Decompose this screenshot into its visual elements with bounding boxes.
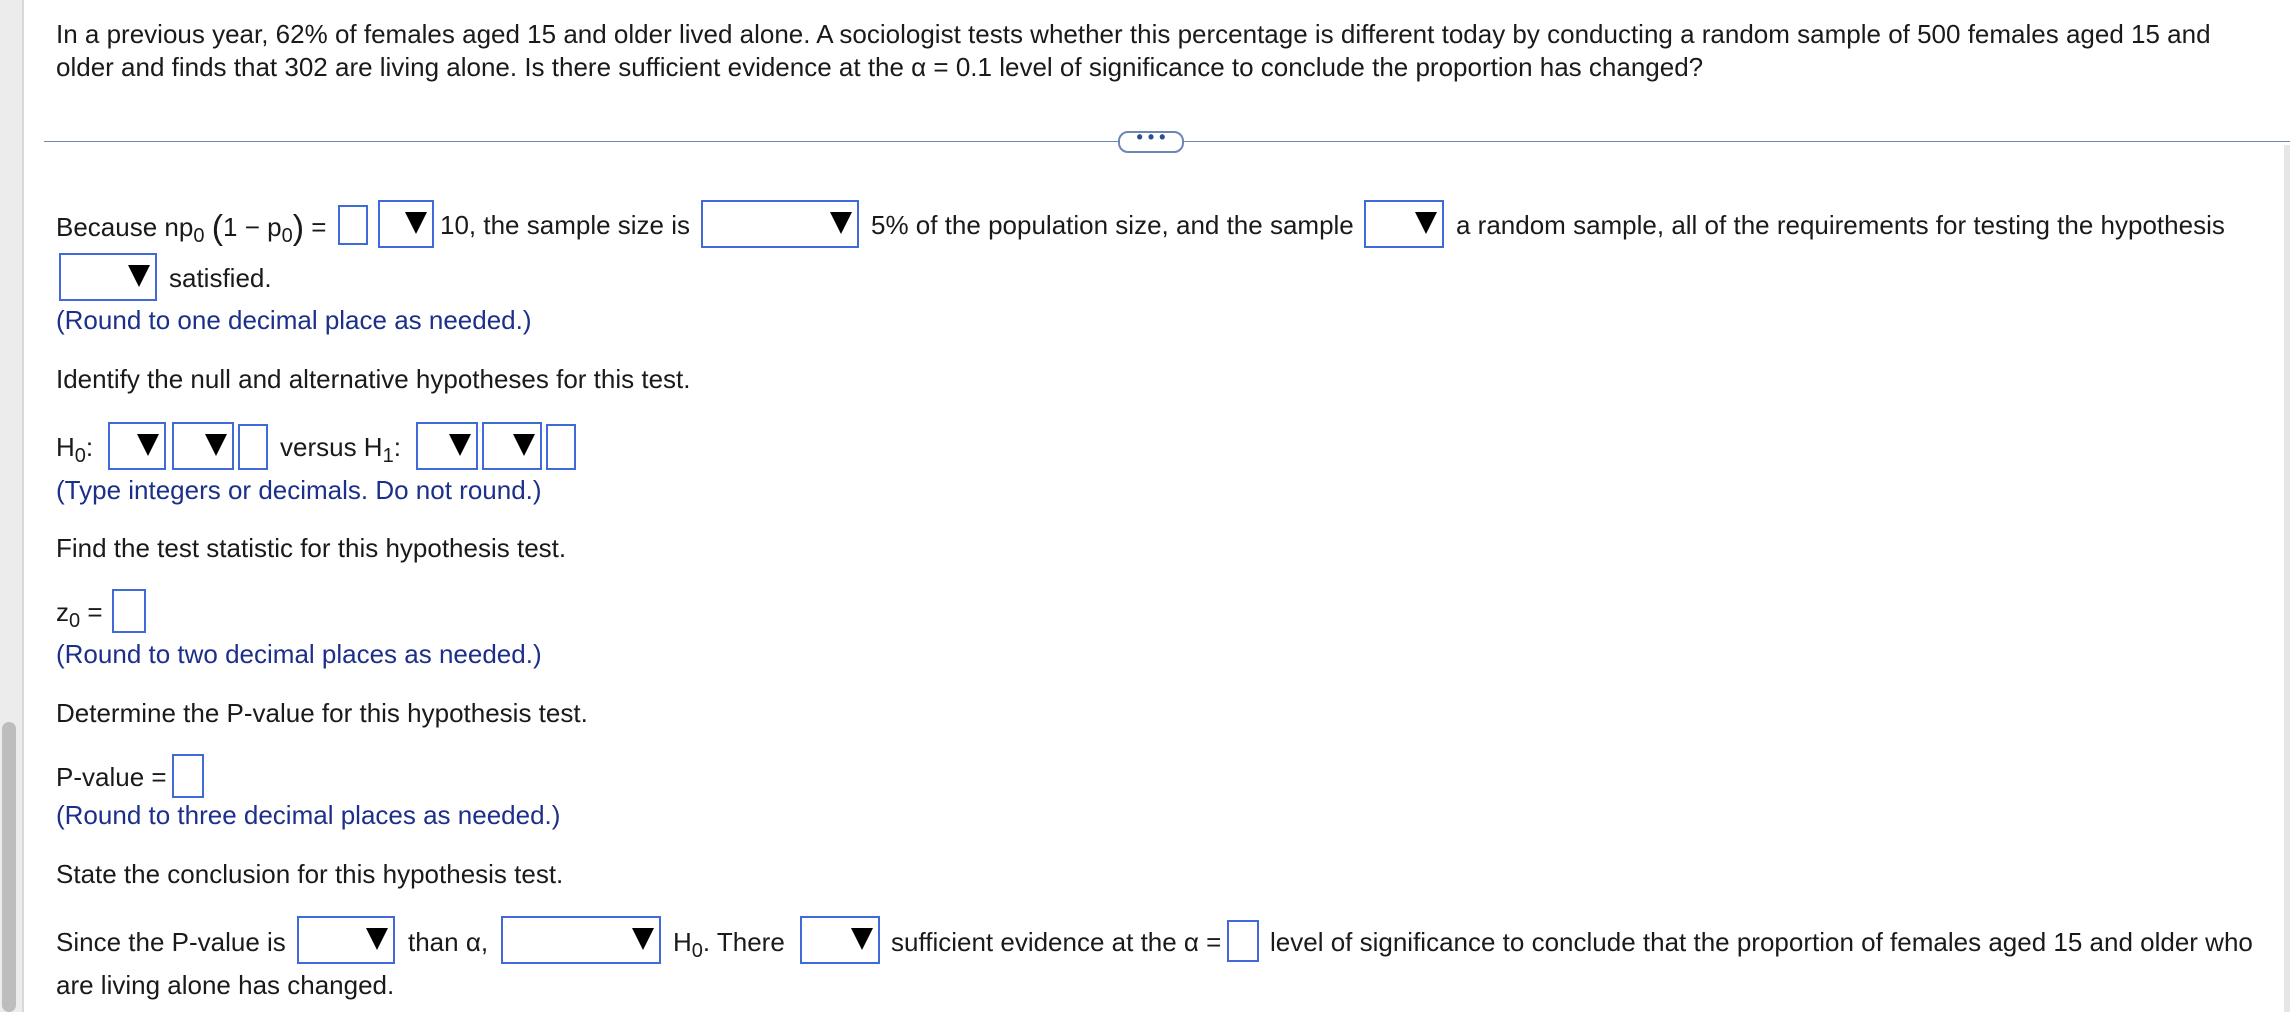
chevron-down-icon: [205, 434, 227, 456]
sufficient-text: sufficient evidence at the α =: [891, 927, 1222, 957]
chevron-down-icon: [405, 212, 427, 234]
np-answer-input[interactable]: [338, 205, 368, 245]
hypotheses-hint: (Type integers or decimals. Do not round.): [56, 475, 542, 505]
chevron-down-icon: [366, 928, 388, 950]
alpha-input[interactable]: [1227, 920, 1259, 962]
satisfied-dropdown[interactable]: [59, 253, 157, 301]
requirements-sentence: Because $np_0$ $(1 - p_0)$ =: [56, 209, 327, 248]
conclusion-rest-text: level of significance to conclude that the proportion of females aged 15 and older who: [1270, 927, 2253, 957]
evidence-dropdown[interactable]: [800, 916, 880, 964]
pvalue-label: P-value =: [56, 762, 167, 792]
h0-parameter-dropdown[interactable]: [108, 422, 166, 470]
chevron-down-icon: [851, 928, 873, 950]
versus-h1-label: versus $H_1$:: [280, 432, 401, 468]
reject-dropdown[interactable]: [501, 916, 661, 964]
h0-value-input[interactable]: [238, 424, 268, 470]
pvalue-input[interactable]: [172, 754, 204, 798]
h0-label: $H_0$:: [56, 432, 94, 468]
random-sample-dropdown[interactable]: [1364, 200, 1444, 248]
comparison-dropdown[interactable]: [297, 916, 395, 964]
h1-value-input[interactable]: [546, 424, 576, 470]
chevron-down-icon: [830, 212, 852, 234]
expand-more-button[interactable]: • • •: [1118, 131, 1184, 153]
chevron-down-icon: [632, 928, 654, 950]
right-scroll-track[interactable]: [2284, 145, 2290, 1012]
chevron-down-icon: [513, 434, 535, 456]
population-text: 5% of the population size, and the sample: [871, 210, 1354, 240]
chevron-down-icon: [128, 265, 150, 287]
because-label: Because np: [56, 212, 194, 242]
scrollbar-thumb[interactable]: [2, 722, 16, 1012]
requirements-hint: (Round to one decimal place as needed.): [56, 305, 532, 335]
pvalue-prompt: Determine the P-value for this hypothesis test.: [56, 698, 588, 728]
h1-relation-dropdown[interactable]: [482, 422, 542, 470]
since-text: Since the P-value is: [56, 927, 286, 957]
h0-there-text: $H_0$. There: [673, 927, 785, 963]
test-stat-hint: (Round to two decimal places as needed.): [56, 639, 542, 669]
question-text: In a previous year, 62% of females aged 15 and older lived alone. A sociologist tests whether this percentage is different today by conducting a random sample of 500 females aged 15 and older and finds that 302 are living alone. Is there sufficient evidence at the α = 0.1 level of significance to conclude the proportion has changed?: [56, 19, 2211, 82]
h1-parameter-dropdown[interactable]: [416, 422, 478, 470]
conclusion-prompt: State the conclusion for this hypothesis test.: [56, 859, 564, 889]
one-minus-p-label: 1 − p: [223, 212, 282, 242]
hypotheses-prompt: Identify the null and alternative hypotheses for this test.: [56, 364, 691, 394]
requirements-text: a random sample, all of the requirements for testing the hypothesis: [1456, 210, 2225, 240]
sample-size-text: 10, the sample size is: [440, 210, 691, 240]
chevron-down-icon: [137, 434, 159, 456]
than-alpha-text: than α,: [408, 927, 489, 957]
satisfied-text: satisfied.: [169, 263, 272, 293]
chevron-down-icon: [449, 434, 471, 456]
chevron-down-icon: [1415, 212, 1437, 234]
left-panel-border: [22, 0, 24, 1012]
z0-label: $z_0$ =: [56, 597, 103, 633]
z0-input[interactable]: [112, 589, 146, 633]
population-size-dropdown[interactable]: [701, 200, 859, 248]
conclusion-continuation: are living alone has changed.: [56, 970, 395, 1000]
test-stat-prompt: Find the test statistic for this hypothesis test.: [56, 533, 567, 563]
inequality-dropdown[interactable]: [378, 200, 434, 248]
pvalue-hint: (Round to three decimal places as needed.): [56, 800, 561, 830]
h0-relation-dropdown[interactable]: [172, 422, 234, 470]
